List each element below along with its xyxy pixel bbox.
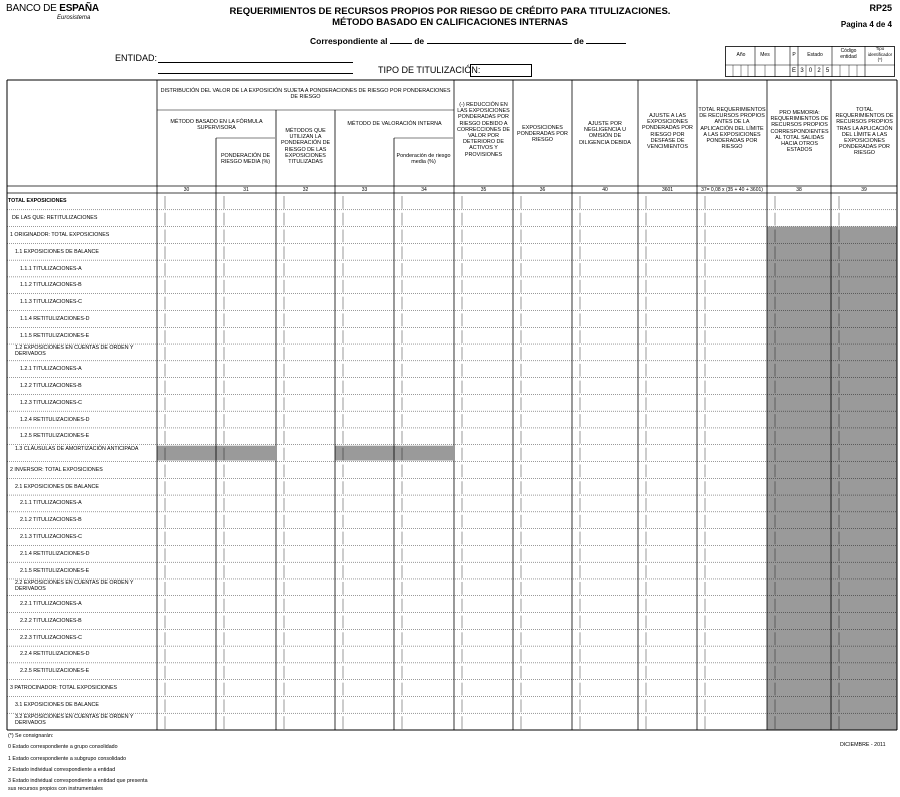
column-number: 30	[183, 187, 190, 193]
header-col32: MÉTODOS QUE UTILIZAN LA PONDERACIÓN DE RIESGO DE LAS EXPOSICIONES TITULIZADAS	[280, 128, 331, 166]
row-label: 2.2.1 TITULIZACIONES-A	[20, 601, 82, 608]
de-label-2: de	[573, 36, 584, 46]
column-number: 38	[796, 187, 802, 193]
row-label: 1.3 CLÁUSULAS DE AMORTIZACIÓN ANTICIPADA	[15, 445, 139, 452]
tipo-titulizacion-label: TIPO DE TITULIZACIÓN:	[378, 65, 481, 75]
header-col35: (-) REDUCCIÓN EN LAS EXPOSICIONES PONDERADAS POR RIESGO DEBIDO A CORRECCIONES DE VALOR POR DETERIORO DE ACTIVOS Y PROVISIONES	[456, 102, 510, 158]
header-col38: PRO MEMORIA: REQUERIMIENTOS DE RECURSOS PROPIOS CORRESPONDIENTES AL TOTAL SALIDAS HACIA OTROS ESTADOS	[770, 110, 829, 154]
row-label: 2.2.4 RETITULIZACIONES-D	[20, 651, 90, 658]
page-number: Pagina 4 de 4	[840, 20, 892, 29]
footnote-line: sus recursos propios con instrumentales	[8, 786, 103, 792]
form-code: RP25	[869, 3, 892, 13]
footnote-line: 1 Estado correspondiente a subgrupo consolidado	[8, 756, 127, 762]
footnote-line: 3 Estado individual correspondiente a entidad que presenta	[8, 778, 148, 784]
header-col37: TOTAL REQUERIMIENTOS DE RECURSOS PROPIOS ANTES DE LA APLICACIÓN DEL LÍMITE A LAS EXPOSICIONES PONDERADAS POR RIESGO	[698, 107, 766, 151]
p-label: P	[792, 52, 796, 58]
row-label: 1.1.1 TITULIZACIONES-A	[20, 265, 82, 272]
header-col3601: AJUSTE A LAS EXPOSICIONES PONDERADAS POR RIESGO POR DESFASE DE VENCIMIENTOS	[642, 113, 693, 151]
row-label: 1.1.4 RETITULIZACIONES-D	[20, 315, 90, 322]
row-label: 1.2.4 RETITULIZACIONES-D	[20, 416, 90, 423]
estado-label: Estado	[807, 52, 823, 58]
row-label: 3.1 EXPOSICIONES DE BALANCE	[15, 701, 99, 708]
column-number: 33	[361, 187, 368, 193]
mes-label: Mes	[760, 52, 770, 58]
digit: 0	[808, 68, 813, 74]
row-label: 2.2.5 RETITULIZACIONES-E	[20, 668, 90, 675]
de-label: de	[414, 36, 425, 46]
entidad-label: ENTIDAD:	[115, 53, 158, 63]
row-label: 2.1.1 TITULIZACIONES-A	[20, 500, 82, 507]
codigo-label: Código entidad	[840, 48, 857, 60]
column-number: 32	[302, 187, 309, 193]
header-sub1: MÉTODO BASADO EN LA FÓRMULA SUPERVISORA	[170, 119, 263, 132]
row-label: 1.2.1 TITULIZACIONES-A	[20, 366, 82, 373]
row-label: 3.2 EXPOSICIONES EN CUENTAS DE ORDEN Y DERIVADOS	[15, 714, 134, 727]
ano-label: Año	[736, 52, 746, 58]
form-title-line2: MÉTODO BASADO EN CALIFICACIONES INTERNAS	[332, 17, 568, 28]
header-sub2: MÉTODO DE VALORACIÓN INTERNA	[347, 121, 442, 127]
column-number: 40	[602, 187, 608, 193]
logo-subtitle: Eurosistema	[57, 15, 91, 21]
header-col34: Ponderación de riesgo media (%)	[396, 153, 451, 166]
column-number: 31	[243, 187, 249, 193]
header-col36: EXPOSICIONES PONDERADAS POR RIESGO	[517, 125, 568, 144]
footnote-line: 0 Estado correspondiente a grupo consolidado	[8, 744, 118, 750]
header-col40: AJUSTE POR NEGLIGENCIA U OMISIÓN DE DILIGENCIA DEBIDA	[579, 121, 631, 146]
form-title-line1: REQUERIMIENTOS DE RECURSOS PROPIOS POR RIESGO DE CRÉDITO PARA TITULIZACIONES.	[229, 6, 671, 17]
digit: 5	[825, 68, 830, 74]
row-label: 1.1.5 RETITULIZACIONES-E	[20, 332, 90, 339]
e-value: E	[791, 68, 796, 74]
footnote-line: 2 Estado individual correspondiente a entidad	[8, 767, 116, 773]
row-label: 1.2.2 TITULIZACIONES-B	[20, 382, 82, 389]
row-label: 1.2.3 TITULIZACIONES-C	[20, 399, 83, 406]
row-label: 2.2.3 TITULIZACIONES-C	[20, 634, 83, 641]
tipo-id-label: Tipo identificador (*)	[867, 46, 893, 62]
digit: 3	[800, 68, 804, 74]
logo: BANCO DE ESPAÑA	[6, 3, 99, 14]
row-label: 2.1.2 TITULIZACIONES-B	[20, 517, 82, 524]
row-label: 1.2 EXPOSICIONES EN CUENTAS DE ORDEN Y DERIVADOS	[15, 345, 134, 358]
row-label: 2 INVERSOR: TOTAL EXPOSICIONES	[10, 466, 103, 473]
row-label: 2.1.5 RETITULIZACIONES-E	[20, 567, 90, 574]
form-date: DICIEMBRE - 2011	[840, 742, 886, 748]
row-label: 1.1.2 TITULIZACIONES-B	[20, 282, 82, 289]
correspondiente-label: Correspondiente al	[310, 36, 388, 46]
row-label: DE LAS QUE: RETITULIZACIONES	[12, 215, 98, 222]
row-label: TOTAL EXPOSICIONES	[8, 198, 67, 205]
row-label: 2.1.4 RETITULIZACIONES-D	[20, 550, 90, 557]
row-label: 3 PATROCINADOR: TOTAL EXPOSICIONES	[10, 685, 118, 692]
column-number: 34	[421, 187, 427, 193]
column-number: 36	[539, 187, 546, 193]
row-label: 1 ORIGINADOR: TOTAL EXPOSICIONES	[10, 231, 110, 238]
row-label: 1.1 EXPOSICIONES DE BALANCE	[15, 248, 99, 255]
column-number: 39	[861, 187, 867, 193]
row-label: 2.2 EXPOSICIONES EN CUENTAS DE ORDEN Y DERIVADOS	[15, 579, 134, 592]
column-number: 37= 0,08 x (35 + 40 + 3601)	[701, 187, 763, 193]
column-number: 3601	[661, 187, 674, 193]
column-number: 35	[480, 187, 487, 193]
digit: 2	[817, 68, 821, 74]
row-label: 2.1 EXPOSICIONES DE BALANCE	[15, 483, 99, 490]
row-label: 2.2.2 TITULIZACIONES-B	[20, 617, 82, 624]
row-label: 1.1.3 TITULIZACIONES-C	[20, 299, 83, 306]
footnote: (*) Se consignarán:	[8, 733, 54, 739]
row-label: 2.1.3 TITULIZACIONES-C	[20, 534, 83, 541]
header-col39: TOTAL REQUERIMIENTOS DE RECURSOS PROPIOS TRAS LA APLICACIÓN DEL LÍMITE A LAS EXPOSICIONES PONDERADAS POR RIESGO	[835, 107, 894, 157]
header-group1: DISTRIBUCIÓN DEL VALOR DE LA EXPOSICIÓN SUJETA A PONDERACIONES DE RIESGO POR PONDERACIONES DE RIESGO	[160, 88, 451, 101]
header-col31: PONDERACIÓN DE RIESGO MEDIA (%)	[220, 153, 271, 166]
row-label: 1.2.5 RETITULIZACIONES-E	[20, 433, 90, 440]
